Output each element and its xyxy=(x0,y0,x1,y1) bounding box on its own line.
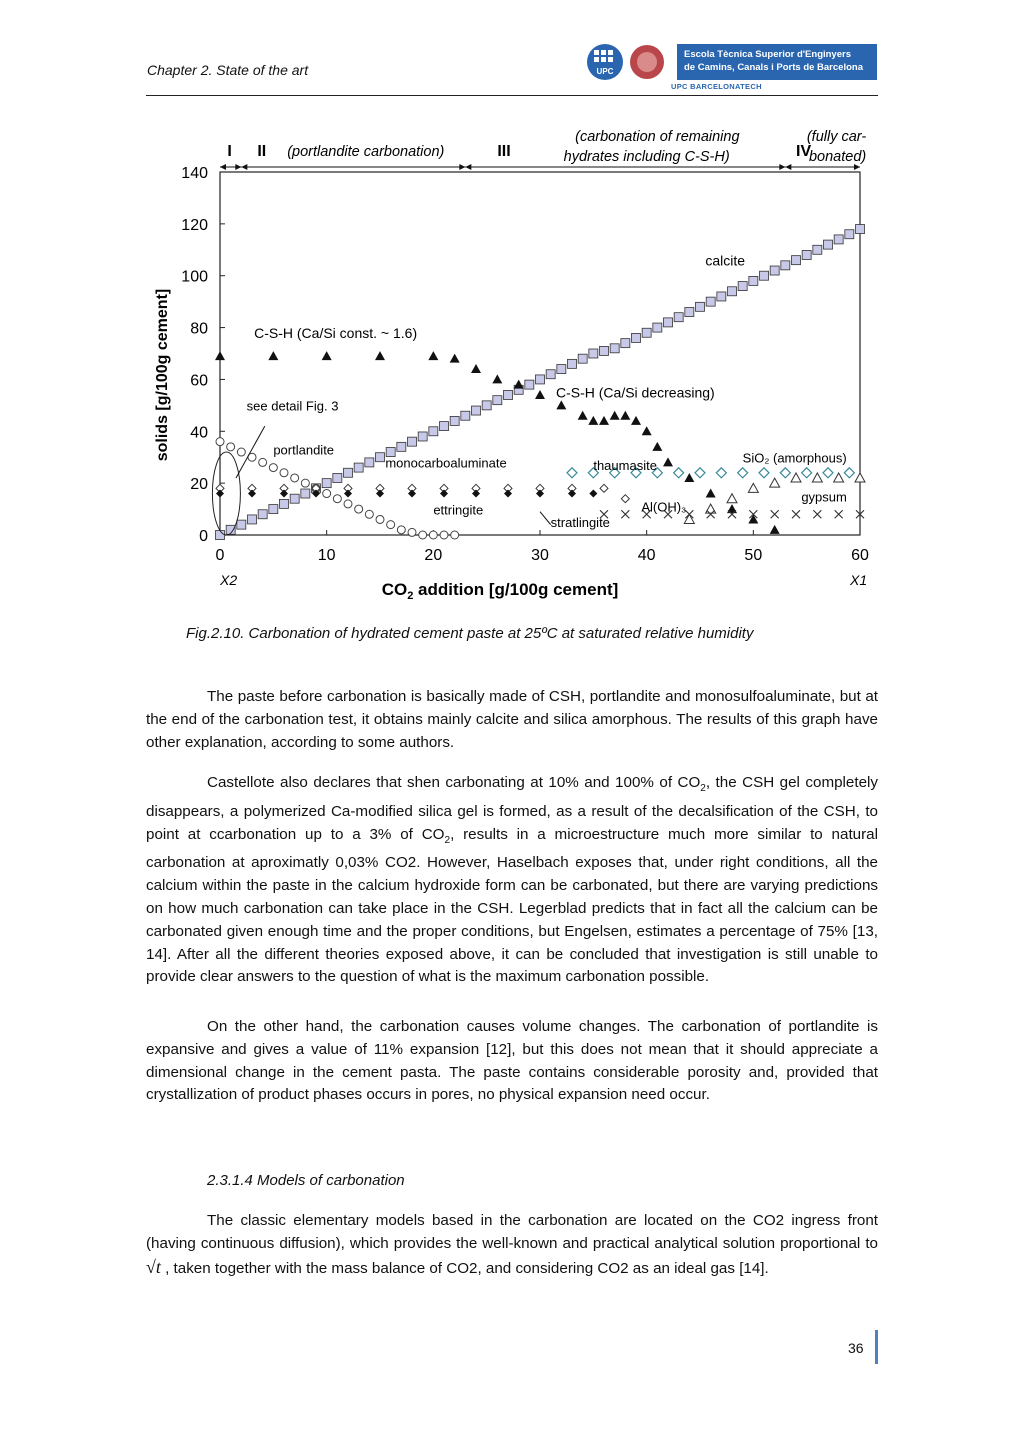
monocarboaluminate-point xyxy=(600,484,608,492)
gypsum-point xyxy=(812,473,822,482)
sio2-point xyxy=(674,468,684,478)
portlandite-point xyxy=(269,464,277,472)
upc-emblem-icon xyxy=(585,42,675,82)
header-divider xyxy=(146,95,878,96)
region-iii-desc-1: (carbonation of remaining xyxy=(575,129,740,145)
ettringite-point xyxy=(344,490,352,498)
calcite-point xyxy=(738,282,747,291)
paragraph-1-text: The paste before carbonation is basically made of CSH, portlandite and monosulfoaluminate, but at the end of the carbonation test, it obtains mainly calcite and silica amorphous. The results of this graph have other explanation, according to some authors. xyxy=(146,688,878,751)
annot-portlandite: portlandite xyxy=(273,442,335,458)
paragraph-3-text: On the other hand, the carbonation causes volume changes. The carbonation of portlandite is expansive and gives a value of 11% expansion [12], but this does not mean that it should appreciate a dimensional change in the cement pasta. The paste contains considerable porosity and, provided that crystallization of product phases occurs in pores, no physical expansion need occur. xyxy=(146,1018,878,1104)
carbonation-chart xyxy=(140,120,900,610)
calcite-point xyxy=(536,375,545,384)
portlandite-point xyxy=(227,443,235,451)
calcite-point xyxy=(845,230,854,239)
annot-csh-dec: C-S-H (Ca/Si decreasing) xyxy=(556,384,715,401)
csh-point xyxy=(727,504,737,513)
csh-point xyxy=(375,351,385,360)
annot-sio2: SiO₂ (amorphous) xyxy=(742,450,847,466)
calcite-point xyxy=(376,453,385,462)
portlandite-point xyxy=(451,531,459,539)
csh-point xyxy=(588,416,598,425)
portlandite-point xyxy=(419,531,427,539)
region-iv-desc-1: (fully car- xyxy=(806,129,867,145)
calcite-point xyxy=(269,505,278,514)
calcite-point xyxy=(802,250,811,259)
calcite-point xyxy=(280,499,289,508)
annot-gypsum: gypsum xyxy=(801,489,847,505)
calcite-point xyxy=(770,266,779,275)
annot-aloh3: Al(OH)₃ xyxy=(641,499,687,515)
csh-point xyxy=(706,489,716,498)
series-monocarboaluminate xyxy=(216,484,629,502)
school-line-1: Escola Tècnica Superior d'Enginyers xyxy=(684,49,851,60)
ettringite-point xyxy=(280,490,288,498)
csh-point xyxy=(620,411,630,420)
annot-thaumasite: thaumasite xyxy=(593,458,657,474)
portlandite-point xyxy=(291,474,299,482)
page-number-bar xyxy=(875,1330,878,1364)
x-tick-label: 30 xyxy=(531,547,549,564)
stratlingite-pointer xyxy=(540,512,551,525)
school-line-2: de Camins, Canals i Ports de Barcelona xyxy=(684,62,863,73)
csh-point xyxy=(642,426,652,435)
csh-point xyxy=(492,374,502,383)
chapter-header: Chapter 2. State of the art xyxy=(147,62,309,78)
csh-point xyxy=(450,354,460,363)
portlandite-point xyxy=(408,528,416,536)
region-label: IV xyxy=(796,143,812,160)
csh-point xyxy=(631,416,641,425)
y-tick-label: 80 xyxy=(190,320,208,338)
region-iv-desc-2: bonated) xyxy=(808,149,867,165)
ettringite-point xyxy=(568,490,576,498)
calcite-point xyxy=(653,323,662,332)
calcite-point xyxy=(696,302,705,311)
school-name xyxy=(677,44,877,80)
csh-point xyxy=(322,351,332,360)
paragraph-3 xyxy=(146,1016,878,1107)
paragraph-2c: , results in a microestructure much more similar to natural carbonation at aproximatly 0,03% CO2. However, Haselbach exposes that, under right conditions, all the calcium within the paste in the calcium hydroxide form can be carbonated, but there are varying predictions on how much carbonation can take place in the CSH. Legerblad predicts that in fact all the calcium can be carbonated given enough time and the proper conditions, but Engelsen, estimates a percentage of 75% [13, 14]. After all the different theories exposed above, it can be concluded that investigation is still unable to provide clear answers to the question of what is the maximum carbonation possible. xyxy=(146,825,878,986)
calcite-point xyxy=(418,432,427,441)
region-label: III xyxy=(497,143,511,160)
y-tick-label: 20 xyxy=(190,476,208,494)
section-subheading: 2.3.1.4 Models of carbonation xyxy=(207,1172,405,1189)
ettringite-point xyxy=(440,490,448,498)
ettringite-point xyxy=(248,490,256,498)
calcite-point xyxy=(472,406,481,415)
co2-subscript-1: 2 xyxy=(700,783,706,795)
co2-subscript-2: 2 xyxy=(444,834,451,846)
upc-label: UPC xyxy=(596,67,614,76)
portlandite-point xyxy=(365,510,373,518)
annot-calcite: calcite xyxy=(705,252,746,269)
sqrt-t: √t xyxy=(146,1256,161,1277)
calcite-point xyxy=(461,411,470,420)
x2-label: X2 xyxy=(220,572,238,588)
calcite-point xyxy=(589,349,598,358)
sio2-point xyxy=(844,468,854,478)
paragraph-2a: Castellote also declares that shen carbonating at 10% and 100% of CO xyxy=(207,774,701,791)
portlandite-point xyxy=(323,490,331,498)
x-tick-label: 10 xyxy=(317,547,336,564)
gypsum-point xyxy=(791,473,801,482)
x-tick-label: 20 xyxy=(424,547,443,564)
calcite-point xyxy=(557,365,566,374)
calcite-point xyxy=(504,390,513,399)
portlandite-point xyxy=(429,531,437,539)
calcite-point xyxy=(344,468,353,477)
paragraph-4 xyxy=(146,1210,878,1280)
sio2-point xyxy=(823,468,833,478)
calcite-point xyxy=(749,276,758,285)
calcite-point xyxy=(290,494,299,503)
portlandite-point xyxy=(216,438,224,446)
csh-point xyxy=(770,525,780,534)
gypsum-point xyxy=(684,514,694,523)
csh-point xyxy=(610,411,620,420)
annot-stratlingite: stratlingite xyxy=(550,515,610,531)
calcite-point xyxy=(237,520,246,529)
y-tick-label: 100 xyxy=(181,268,208,286)
sio2-point xyxy=(567,468,577,478)
annot-csh-const: C-S-H (Ca/Si const. ~ 1.6) xyxy=(254,324,418,341)
calcite-point xyxy=(621,339,630,348)
aloh3-point xyxy=(771,510,779,518)
page-number: 36 xyxy=(848,1340,864,1356)
x-axis-label: $CO_2$ addition [g/100g cement] xyxy=(381,580,619,602)
region-label: II xyxy=(257,143,267,160)
ettringite-point xyxy=(408,490,416,498)
x1-label: X1 xyxy=(850,572,868,588)
calcite-point xyxy=(301,489,310,498)
school-subtitle: UPC BARCELONATECH xyxy=(671,82,762,91)
calcite-point xyxy=(216,531,225,540)
ettringite-point xyxy=(504,490,512,498)
portlandite-point xyxy=(355,505,363,513)
x-tick-label: 50 xyxy=(744,547,763,564)
calcite-point xyxy=(248,515,257,524)
calcite-point xyxy=(600,346,609,355)
calcite-point xyxy=(429,427,438,436)
calcite-point xyxy=(717,292,726,301)
sio2-point xyxy=(695,468,705,478)
ettringite-point xyxy=(216,490,224,498)
calcite-point xyxy=(440,422,449,431)
portlandite-point xyxy=(301,479,309,487)
csh-point xyxy=(748,514,758,523)
y-axis-label: solids [g/100g cement] xyxy=(154,288,171,462)
portlandite-point xyxy=(376,515,384,523)
calcite-point xyxy=(258,510,267,519)
csh-point xyxy=(471,364,481,373)
region-label: I xyxy=(227,143,232,160)
calcite-point xyxy=(493,396,502,405)
sio2-point xyxy=(759,468,769,478)
calcite-point xyxy=(408,437,417,446)
figure-caption: Fig.2.10. Carbonation of hydrated cement paste at 25ºC at saturated relative humidity xyxy=(186,625,754,642)
y-tick-label: 0 xyxy=(199,528,208,545)
annot-monocarboaluminate: monocarboaluminate xyxy=(385,455,507,471)
aloh3-point xyxy=(792,510,800,518)
csh-point xyxy=(663,457,673,466)
portlandite-point xyxy=(333,495,341,503)
portlandite-point xyxy=(387,521,395,529)
aloh3-point xyxy=(813,510,821,518)
csh-point xyxy=(535,390,545,399)
y-tick-label: 60 xyxy=(190,372,208,390)
calcite-point xyxy=(781,261,790,270)
calcite-point xyxy=(322,479,331,488)
annot-ettringite: ettringite xyxy=(433,502,484,518)
plot-area xyxy=(220,172,860,535)
calcite-point xyxy=(834,235,843,244)
csh-point xyxy=(684,473,694,482)
csh-point xyxy=(599,416,609,425)
calcite-point xyxy=(610,344,619,353)
ettringite-point xyxy=(536,490,544,498)
calcite-point xyxy=(365,458,374,467)
sio2-point xyxy=(780,468,790,478)
calcite-point xyxy=(568,359,577,368)
portlandite-point xyxy=(259,458,267,466)
calcite-point xyxy=(578,354,587,363)
portlandite-point xyxy=(344,500,352,508)
calcite-point xyxy=(354,463,363,472)
calcite-point xyxy=(632,333,641,342)
calcite-point xyxy=(482,401,491,410)
csh-point xyxy=(268,351,278,360)
ettringite-point xyxy=(376,490,384,498)
calcite-point xyxy=(525,380,534,389)
calcite-point xyxy=(674,313,683,322)
x-tick-label: 60 xyxy=(851,547,869,564)
calcite-point xyxy=(685,308,694,317)
csh-point xyxy=(514,380,524,389)
csh-point xyxy=(578,411,588,420)
portlandite-point xyxy=(397,526,405,534)
portlandite-point xyxy=(237,448,245,456)
gypsum-point xyxy=(855,473,865,482)
calcite-point xyxy=(760,271,769,280)
calcite-point xyxy=(642,328,651,337)
portlandite-point xyxy=(280,469,288,477)
calcite-point xyxy=(813,245,822,254)
aloh3-point xyxy=(835,510,843,518)
ettringite-point xyxy=(589,490,597,498)
calcite-point xyxy=(450,416,459,425)
paragraph-4a: The classic elementary models based in the carbonation are located on the CO2 ingress front (having continuous diffusion), which provides the well-known and practical analytical solution proportional to xyxy=(146,1212,878,1252)
annot-see-detail: see detail Fig. 3 xyxy=(246,398,339,414)
x-tick-label: 40 xyxy=(637,547,656,564)
y-tick-label: 40 xyxy=(190,424,208,442)
paragraph-2 xyxy=(146,772,878,989)
university-logo xyxy=(585,42,877,94)
region-iii-desc-2: hydrates including C-S-H) xyxy=(563,149,730,165)
ettringite-point xyxy=(472,490,480,498)
calcite-point xyxy=(397,442,406,451)
portlandite-point xyxy=(440,531,448,539)
monocarboaluminate-point xyxy=(621,495,629,503)
gypsum-point xyxy=(727,494,737,503)
calcite-point xyxy=(706,297,715,306)
x-tick-label: 0 xyxy=(215,547,225,564)
gypsum-point xyxy=(748,483,758,492)
sio2-point xyxy=(716,468,726,478)
gypsum-point xyxy=(834,473,844,482)
aloh3-point xyxy=(621,510,629,518)
csh-point xyxy=(428,351,438,360)
csh-point xyxy=(215,351,225,360)
paragraph-2b: , the CSH gel completely disappears, a polymerized Ca-modified silica gel is formed, as a result of the decalsification of the CSH, to point at ccarbonation up to a 3% of CO xyxy=(146,774,878,843)
csh-point xyxy=(556,400,566,409)
gypsum-point xyxy=(770,478,780,487)
calcite-point xyxy=(546,370,555,379)
sio2-point xyxy=(802,468,812,478)
y-tick-label: 120 xyxy=(181,216,208,234)
calcite-point xyxy=(333,473,342,482)
sio2-point xyxy=(738,468,748,478)
series-ettringite xyxy=(216,490,597,498)
gypsum-point xyxy=(706,504,716,513)
calcite-point xyxy=(728,287,737,296)
paragraph-1 xyxy=(146,686,878,754)
region-ii-desc: (portlandite carbonation) xyxy=(287,144,445,160)
y-tick-label: 140 xyxy=(181,165,208,182)
calcite-point xyxy=(824,240,833,249)
calcite-point xyxy=(856,225,865,234)
calcite-point xyxy=(792,256,801,265)
paragraph-4b: , taken together with the mass balance of CO2, and considering CO2 as an ideal gas [14]. xyxy=(160,1259,769,1277)
calcite-point xyxy=(664,318,673,327)
csh-point xyxy=(652,442,662,451)
